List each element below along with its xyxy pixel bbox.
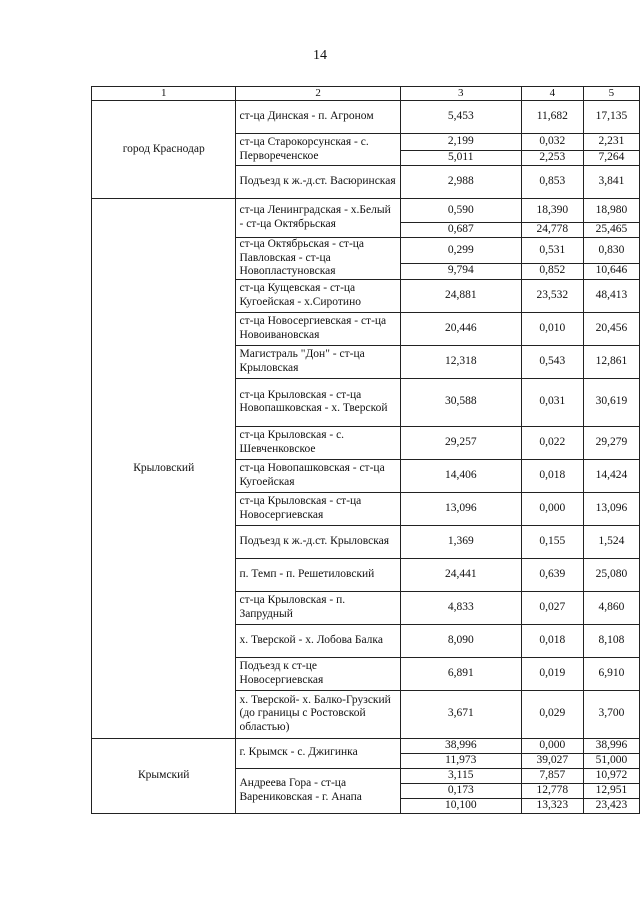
table-header-row [92, 87, 640, 101]
value-cell-col-4: 0,029 [521, 690, 583, 738]
value-cell-col-5: 51,000 [583, 753, 639, 768]
value-cell-col-5: 3,700 [583, 690, 639, 738]
roads-table [91, 86, 640, 814]
value-cell-col-3: 0,299 [400, 238, 521, 264]
value-cell-col-4: 0,639 [521, 558, 583, 591]
page-number: 14 [313, 48, 327, 63]
value-cell-col-3: 3,671 [400, 690, 521, 738]
value-cell-col-5: 29,279 [583, 426, 639, 459]
value-cell-col-5: 25,080 [583, 558, 639, 591]
header-col-3: 3 [400, 87, 521, 101]
value-cell-col-3: 3,115 [400, 768, 521, 783]
route-name-cell: ст-ца Новопашковская - ст-ца Кугоейская [236, 459, 400, 492]
route-name-cell: ст-ца Ленинградская - х.Белый - ст-ца Октябрьская [236, 199, 400, 238]
value-cell-col-5: 6,910 [583, 657, 639, 690]
value-cell-col-3: 0,173 [400, 783, 521, 798]
value-cell-col-5: 14,424 [583, 459, 639, 492]
value-cell-col-4: 0,852 [521, 263, 583, 279]
value-cell-col-4: 2,253 [521, 151, 583, 166]
district-cell: Крымский [92, 738, 236, 813]
value-cell-col-4: 0,010 [521, 312, 583, 345]
value-cell-col-4: 23,532 [521, 279, 583, 312]
value-cell-col-5: 20,456 [583, 312, 639, 345]
header-col-4: 4 [521, 87, 583, 101]
value-cell-col-4: 39,027 [521, 753, 583, 768]
route-name-cell: ст-ца Октябрьская - ст-ца Павловская - ст-ца Новопластуновская [236, 238, 400, 280]
route-name-cell: Подъезд к ст-це Новосергиевская [236, 657, 400, 690]
value-cell-col-4: 0,853 [521, 166, 583, 199]
route-name-cell: ст-ца Крыловская - ст-ца Новопашковская - х. Тверской [236, 378, 400, 426]
value-cell-col-3: 11,973 [400, 753, 521, 768]
route-name-cell: ст-ца Крыловская - п. Запрудный [236, 591, 400, 624]
value-cell-col-5: 48,413 [583, 279, 639, 312]
value-cell-col-3: 12,318 [400, 345, 521, 378]
value-cell-col-4: 0,018 [521, 624, 583, 657]
value-cell-col-5: 0,830 [583, 238, 639, 264]
value-cell-col-4: 0,543 [521, 345, 583, 378]
value-cell-col-4: 0,000 [521, 492, 583, 525]
value-cell-col-3: 38,996 [400, 738, 521, 753]
value-cell-col-4: 0,019 [521, 657, 583, 690]
route-name-cell: ст-ца Крыловская - с. Шевченковское [236, 426, 400, 459]
value-cell-col-3: 24,441 [400, 558, 521, 591]
table-row [92, 738, 640, 753]
value-cell-col-5: 30,619 [583, 378, 639, 426]
route-name-cell: п. Темп - п. Решетиловский [236, 558, 400, 591]
value-cell-col-3: 24,881 [400, 279, 521, 312]
route-name-cell: Подъезд к ж.-д.ст. Крыловская [236, 525, 400, 558]
value-cell-col-4: 0,155 [521, 525, 583, 558]
value-cell-col-5: 12,861 [583, 345, 639, 378]
value-cell-col-3: 2,988 [400, 166, 521, 199]
value-cell-col-4: 0,031 [521, 378, 583, 426]
value-cell-col-3: 20,446 [400, 312, 521, 345]
value-cell-col-5: 8,108 [583, 624, 639, 657]
route-name-cell: ст-ца Динская - п. Агроном [236, 101, 400, 134]
route-name-cell: Андреева Гора - ст-ца Варениковская - г. Анапа [236, 768, 400, 813]
value-cell-col-5: 25,465 [583, 223, 639, 238]
value-cell-col-4: 18,390 [521, 199, 583, 223]
value-cell-col-5: 13,096 [583, 492, 639, 525]
value-cell-col-5: 4,860 [583, 591, 639, 624]
value-cell-col-3: 30,588 [400, 378, 521, 426]
value-cell-col-5: 3,841 [583, 166, 639, 199]
district-cell: Крыловский [92, 199, 236, 739]
value-cell-col-5: 1,524 [583, 525, 639, 558]
table-row [92, 101, 640, 134]
route-name-cell: Подъезд к ж.-д.ст. Васюринская [236, 166, 400, 199]
value-cell-col-5: 10,646 [583, 263, 639, 279]
value-cell-col-4: 24,778 [521, 223, 583, 238]
route-name-cell: х. Тверской - х. Лобова Балка [236, 624, 400, 657]
value-cell-col-4: 0,027 [521, 591, 583, 624]
route-name-cell: Магистраль "Дон" - ст-ца Крыловская [236, 345, 400, 378]
value-cell-col-4: 12,778 [521, 783, 583, 798]
value-cell-col-4: 0,018 [521, 459, 583, 492]
value-cell-col-3: 5,453 [400, 101, 521, 134]
value-cell-col-5: 10,972 [583, 768, 639, 783]
value-cell-col-4: 11,682 [521, 101, 583, 134]
value-cell-col-3: 2,199 [400, 134, 521, 151]
district-cell: город Краснодар [92, 101, 236, 199]
value-cell-col-5: 12,951 [583, 783, 639, 798]
header-col-2: 2 [236, 87, 400, 101]
route-name-cell: ст-ца Старокорсунская - с. Первореченское [236, 134, 400, 166]
header-col-5: 5 [583, 87, 639, 101]
value-cell-col-5: 18,980 [583, 199, 639, 223]
route-name-cell: х. Тверской- х. Балко-Грузский (до границы с Ростовской областью) [236, 690, 400, 738]
value-cell-col-3: 13,096 [400, 492, 521, 525]
value-cell-col-5: 17,135 [583, 101, 639, 134]
value-cell-col-4: 0,000 [521, 738, 583, 753]
value-cell-col-3: 0,590 [400, 199, 521, 223]
route-name-cell: ст-ца Крыловская - ст-ца Новосергиевская [236, 492, 400, 525]
header-col-1: 1 [92, 87, 236, 101]
table-row [92, 199, 640, 223]
value-cell-col-3: 10,100 [400, 798, 521, 813]
value-cell-col-5: 23,423 [583, 798, 639, 813]
value-cell-col-3: 5,011 [400, 151, 521, 166]
value-cell-col-5: 2,231 [583, 134, 639, 151]
route-name-cell: г. Крымск - с. Джигинка [236, 738, 400, 768]
value-cell-col-4: 0,531 [521, 238, 583, 264]
value-cell-col-5: 7,264 [583, 151, 639, 166]
value-cell-col-3: 8,090 [400, 624, 521, 657]
value-cell-col-3: 0,687 [400, 223, 521, 238]
route-name-cell: ст-ца Новосергиевская - ст-ца Новоивановская [236, 312, 400, 345]
value-cell-col-3: 4,833 [400, 591, 521, 624]
value-cell-col-3: 29,257 [400, 426, 521, 459]
value-cell-col-5: 38,996 [583, 738, 639, 753]
value-cell-col-4: 7,857 [521, 768, 583, 783]
value-cell-col-4: 0,032 [521, 134, 583, 151]
value-cell-col-3: 9,794 [400, 263, 521, 279]
route-name-cell: ст-ца Кущевская - ст-ца Кугоейская - х.Сиротино [236, 279, 400, 312]
value-cell-col-3: 14,406 [400, 459, 521, 492]
value-cell-col-3: 6,891 [400, 657, 521, 690]
value-cell-col-4: 13,323 [521, 798, 583, 813]
value-cell-col-3: 1,369 [400, 525, 521, 558]
value-cell-col-4: 0,022 [521, 426, 583, 459]
